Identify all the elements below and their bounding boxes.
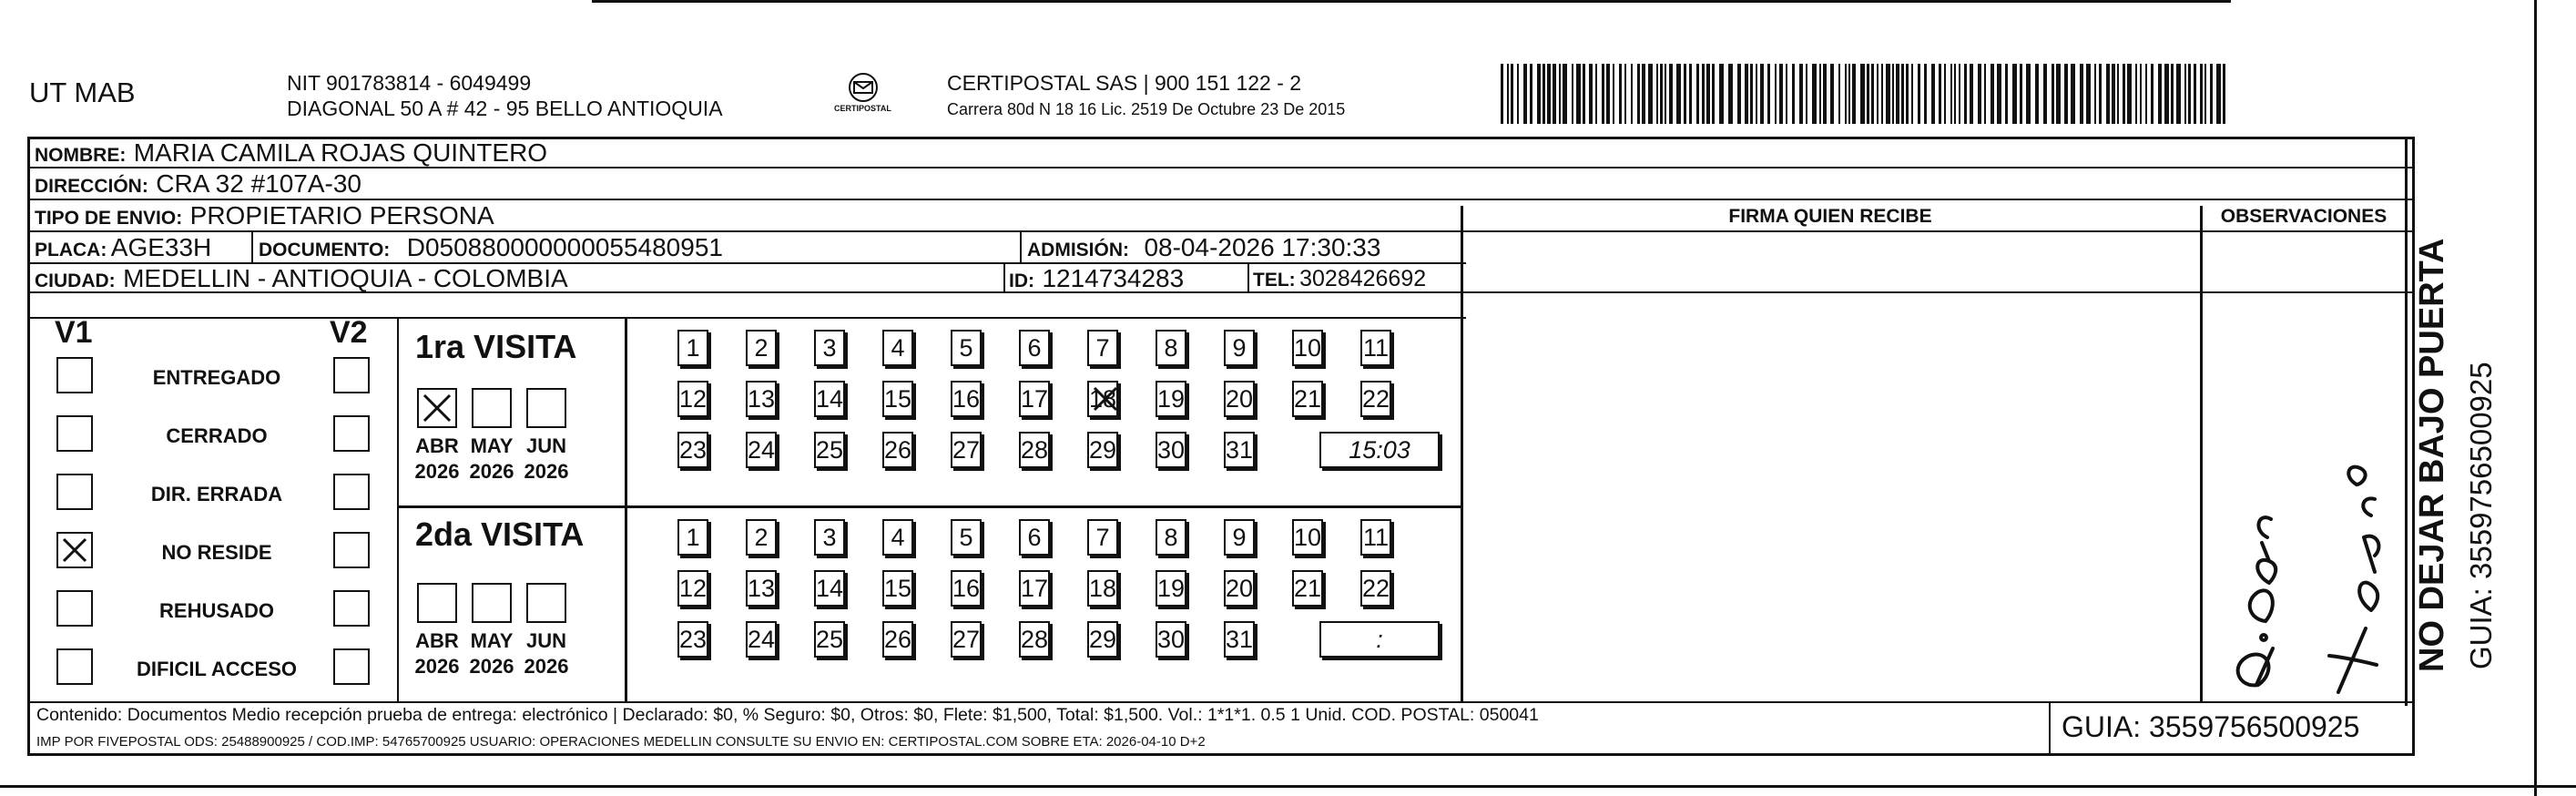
- barcode-bar: [1896, 64, 1899, 124]
- barcode-bar: [1848, 64, 1850, 124]
- barcode-bar: [1779, 64, 1783, 124]
- carrier-address: Carrera 80d N 18 16 Lic. 2519 De Octubre 23 De 2015: [947, 100, 1346, 118]
- barcode-bar: [2158, 64, 2162, 124]
- barcode-bar: [1760, 64, 1764, 124]
- logo-text: CERTIPOSTAL: [834, 104, 891, 113]
- ciudad-value: MEDELLIN - ANTIOQUIA - COLOMBIA: [123, 264, 568, 292]
- handwritten-observation: [2202, 328, 2406, 701]
- barcode-bar: [2056, 64, 2061, 124]
- barcode-bar: [1978, 64, 1981, 124]
- barcode-bar: [1860, 64, 1865, 124]
- barcode-bar: [1606, 64, 1610, 124]
- tel-label: TEL:: [1253, 270, 1296, 291]
- barcode-bar: [1984, 64, 1986, 124]
- barcode-bar: [1737, 64, 1741, 124]
- side-warning: NO DEJAR BAJO PUERTA: [2413, 238, 2451, 672]
- barcode-bar: [2140, 64, 2142, 124]
- barcode-bar: [1823, 64, 1827, 124]
- barcode-bar: [1728, 64, 1733, 124]
- ciudad-row: [35, 264, 568, 293]
- day-box: 30: [1156, 432, 1186, 468]
- top-edge: [592, 0, 2231, 3]
- status-label: REHUSADO: [159, 599, 274, 622]
- barcode-bar: [1886, 64, 1890, 124]
- day-box: 5: [951, 330, 982, 366]
- year-label: 2026: [469, 655, 514, 678]
- barcode-bar: [1637, 64, 1640, 124]
- x-mark-icon: [58, 534, 91, 566]
- barcode-bar: [1954, 64, 1956, 124]
- row-divider: [27, 199, 2415, 200]
- day-box: 28: [1019, 621, 1050, 658]
- barcode-bar: [1576, 64, 1581, 124]
- v1-checkbox: [56, 532, 93, 568]
- day-box: 1: [677, 519, 708, 556]
- barcode-bar: [1619, 64, 1622, 124]
- barcode-bar: [1665, 64, 1666, 124]
- barcode-bar: [1547, 64, 1551, 124]
- barcode-bar: [1517, 64, 1519, 124]
- barcode-bar: [2112, 64, 2115, 124]
- barcode-bar: [2176, 64, 2181, 124]
- barcode-bar: [1624, 64, 1626, 124]
- month-checkbox: [417, 388, 457, 428]
- month-checkbox: [472, 388, 512, 428]
- barcode-bar: [1669, 64, 1673, 124]
- day-box: 19: [1156, 381, 1186, 417]
- barcode-bar: [1537, 64, 1541, 124]
- barcode-bar: [1656, 64, 1658, 124]
- barcode-bar: [1830, 64, 1834, 124]
- day-box: 17: [1019, 381, 1050, 417]
- col-divider-months: [625, 319, 627, 701]
- barcode-bar: [1648, 64, 1653, 124]
- day-box: 14: [814, 381, 845, 417]
- year-label: 2026: [414, 655, 460, 678]
- day-box: 8: [1156, 330, 1186, 366]
- barcode-bar: [1767, 64, 1770, 124]
- row-divider: [27, 701, 2415, 703]
- day-box: 18: [1087, 381, 1118, 417]
- barcode-bar: [2052, 64, 2054, 124]
- day-box: 27: [951, 432, 982, 468]
- year-label: 2026: [524, 655, 569, 678]
- day-box: 13: [746, 570, 777, 607]
- day-box: 31: [1224, 432, 1255, 468]
- placa-value: AGE33H: [110, 233, 212, 261]
- day-box: 3: [814, 519, 845, 556]
- day-box: 12: [677, 570, 708, 607]
- col-divider-tel: [1247, 264, 1249, 291]
- day-box: 6: [1019, 519, 1050, 556]
- barcode-bar: [2106, 64, 2110, 124]
- day-box: 10: [1292, 519, 1323, 556]
- placa-label: PLACA:: [35, 240, 107, 260]
- barcode-bar: [1676, 64, 1681, 124]
- barcode-bar: [2080, 64, 2083, 124]
- year-label: 2026: [414, 460, 460, 483]
- barcode-bar: [1838, 64, 1840, 124]
- barcode-bar: [2188, 64, 2191, 124]
- barcode-bar: [2151, 64, 2153, 124]
- day-box: 9: [1224, 519, 1255, 556]
- row-divider: [27, 230, 2415, 232]
- barcode-bar: [1812, 64, 1817, 124]
- tel-value: 3028426692: [1299, 266, 1427, 291]
- visit2-title: 2da VISITA: [415, 515, 585, 553]
- barcode-bar: [1719, 64, 1724, 124]
- barcode-bar: [1756, 64, 1757, 124]
- barcode-bar: [2194, 64, 2196, 124]
- barcode-bar: [1750, 64, 1753, 124]
- nombre-value: MARIA CAMILA ROJAS QUINTERO: [133, 138, 548, 167]
- year-label: 2026: [469, 460, 514, 483]
- id-label: ID:: [1009, 270, 1034, 291]
- barcode-bar: [1689, 64, 1692, 124]
- v2-checkbox: [333, 532, 370, 568]
- barcode-bar: [1918, 64, 1920, 124]
- barcode-bar: [1613, 64, 1614, 124]
- month-label: JUN: [525, 434, 566, 457]
- barcode-bar: [1911, 64, 1913, 124]
- admision-row: [1027, 233, 1380, 262]
- barcode-bar: [1819, 64, 1821, 124]
- x-mark-icon: [419, 390, 455, 426]
- day-box: 31: [1224, 621, 1255, 658]
- day-box: 6: [1019, 330, 1050, 366]
- barcode-bar: [1523, 64, 1527, 124]
- barcode-bar: [2020, 64, 2022, 124]
- day-box: 22: [1360, 570, 1391, 607]
- barcode-bar: [1877, 64, 1879, 124]
- barcode-bar: [1702, 64, 1705, 124]
- documento-value: D050880000000055480951: [406, 233, 723, 261]
- barcode-bar: [2210, 64, 2213, 124]
- barcode-bar: [1964, 64, 1967, 124]
- observaciones-header: OBSERVACIONES: [2220, 206, 2388, 227]
- month-label: ABR: [415, 434, 459, 457]
- day-box: 9: [1224, 330, 1255, 366]
- barcode-bar: [1970, 64, 1973, 124]
- barcode-bar: [2135, 64, 2137, 124]
- tipo-label: TIPO DE ENVIO:: [35, 208, 183, 229]
- direccion-label: DIRECCIÓN:: [35, 176, 148, 197]
- v2-label: V2: [330, 315, 368, 350]
- placa-row: [35, 233, 211, 262]
- day-box: 5: [951, 519, 982, 556]
- day-box: 28: [1019, 432, 1050, 468]
- direccion-value: CRA 32 #107A-30: [156, 169, 362, 198]
- tel-row: [1253, 266, 1426, 292]
- barcode-bar: [1530, 64, 1532, 124]
- month-label: MAY: [470, 434, 514, 457]
- col-divider-status: [397, 319, 399, 701]
- barcode-bar: [1959, 64, 1960, 124]
- day-box: 7: [1087, 519, 1118, 556]
- barcode-bar: [1642, 64, 1645, 124]
- barcode-bar: [1553, 64, 1556, 124]
- barcode-bar: [1745, 64, 1748, 124]
- footer-guia-divider: [2049, 701, 2051, 756]
- documento-row: [259, 233, 723, 262]
- day-box: 20: [1224, 381, 1255, 417]
- day-box: 8: [1156, 519, 1186, 556]
- admision-label: ADMISIÓN:: [1027, 240, 1129, 260]
- year-label: 2026: [524, 460, 569, 483]
- barcode-bar: [1712, 64, 1715, 124]
- month-checkbox: [526, 388, 566, 428]
- barcode-bar: [1924, 64, 1927, 124]
- barcode-bar: [1595, 64, 1597, 124]
- day-box: 21: [1292, 570, 1323, 607]
- id-value: 1214734283: [1042, 264, 1185, 292]
- barcode-bar: [2123, 64, 2125, 124]
- right-edge: [2534, 0, 2537, 796]
- barcode-bar: [2005, 64, 2008, 124]
- barcode-bar: [1507, 64, 1509, 124]
- day-box: 26: [882, 432, 913, 468]
- barcode-bar: [1799, 64, 1803, 124]
- ciudad-label: CIUDAD:: [35, 270, 116, 291]
- day-box: 11: [1360, 519, 1391, 556]
- barcode-bar: [2127, 64, 2132, 124]
- barcode-bar: [2086, 64, 2091, 124]
- row-divider-visits: [397, 505, 1462, 508]
- day-box: 2: [746, 519, 777, 556]
- v2-checkbox: [333, 648, 370, 685]
- day-box: 24: [746, 621, 777, 658]
- nombre-label: NOMBRE:: [35, 145, 127, 166]
- barcode-bar: [1559, 64, 1561, 124]
- day-box: 29: [1087, 621, 1118, 658]
- status-label: DIFICIL ACCESO: [136, 658, 297, 680]
- id-row: [1009, 264, 1184, 293]
- day-box: 25: [814, 432, 845, 468]
- v1-checkbox: [56, 357, 93, 393]
- barcode-bar: [1906, 64, 1909, 124]
- day-box: 20: [1224, 570, 1255, 607]
- v1-checkbox: [56, 590, 93, 627]
- day-box: 23: [677, 432, 708, 468]
- col-divider-admision: [1020, 232, 1022, 263]
- barcode-bar: [1852, 64, 1856, 124]
- barcode-bar: [1563, 64, 1567, 124]
- carrier-name: CERTIPOSTAL SAS | 900 151 122 - 2: [947, 71, 1302, 95]
- barcode-bar: [1706, 64, 1710, 124]
- month-checkbox: [526, 583, 566, 623]
- day-box: 24: [746, 432, 777, 468]
- barcode-bar: [2216, 64, 2221, 124]
- barcode-bar: [1660, 64, 1663, 124]
- status-label: NO RESIDE: [161, 541, 272, 564]
- day-box: 30: [1156, 621, 1186, 658]
- admision-value: 08-04-2026 17:30:33: [1144, 233, 1381, 261]
- month-label: JUN: [525, 629, 566, 652]
- visit1-title: 1ra VISITA: [415, 328, 577, 365]
- barcode-bar: [1867, 64, 1869, 124]
- visit1-time: 15:03: [1319, 432, 1440, 468]
- barcode-bar: [1845, 64, 1847, 124]
- barcode-bar: [1696, 64, 1699, 124]
- tipo-value: PROPIETARIO PERSONA: [189, 201, 494, 230]
- barcode-bar: [2043, 64, 2047, 124]
- day-box: 16: [951, 381, 982, 417]
- barcode-bar: [1871, 64, 1874, 124]
- day-box: 22: [1360, 381, 1391, 417]
- barcode-bar: [1931, 64, 1935, 124]
- company-name: UT MAB: [29, 77, 136, 108]
- status-label: CERRADO: [166, 424, 268, 447]
- barcode-bar: [2200, 64, 2203, 124]
- status-label: ENTREGADO: [152, 366, 281, 389]
- barcode: [1501, 64, 2229, 126]
- barcode-bar: [2094, 64, 2096, 124]
- company-address: DIAGONAL 50 A # 42 - 95 BELLO ANTIOQUIA: [287, 97, 723, 120]
- barcode-bar: [1881, 64, 1883, 124]
- row-divider: [27, 317, 1466, 319]
- barcode-bar: [2171, 64, 2174, 124]
- barcode-bar: [2064, 64, 2068, 124]
- visit2-time: :: [1319, 621, 1440, 658]
- barcode-bar: [1501, 64, 1503, 124]
- bottom-edge: [0, 785, 2576, 788]
- barcode-bar: [1583, 64, 1585, 124]
- barcode-bar: [1944, 64, 1946, 124]
- col-divider-id: [1003, 264, 1005, 291]
- day-box: 19: [1156, 570, 1186, 607]
- v2-checkbox: [333, 357, 370, 393]
- barcode-bar: [1543, 64, 1545, 124]
- footer-contents: Contenido: Documentos Medio recepción prueba de entrega: electrónico | Declarado: $0, % Seguro: $0, Otros: $0, Flete: $1,500, Total: $1,500. Vol.: 1*1*1. 0.5 1 Unid. COD. POSTAL: 050041: [36, 705, 1539, 725]
- barcode-bar: [1991, 64, 1994, 124]
- day-box: 11: [1360, 330, 1391, 366]
- barcode-bar: [2184, 64, 2186, 124]
- day-box: 4: [882, 519, 913, 556]
- barcode-bar: [2026, 64, 2031, 124]
- day-box: 15: [882, 381, 913, 417]
- certipostal-logo: [836, 71, 891, 118]
- v2-checkbox: [333, 415, 370, 452]
- tipo-row: [35, 201, 494, 230]
- v1-checkbox: [56, 648, 93, 685]
- day-box: 21: [1292, 381, 1323, 417]
- day-box: 12: [677, 381, 708, 417]
- day-box: 13: [746, 381, 777, 417]
- month-checkbox: [472, 583, 512, 623]
- barcode-bar: [1572, 64, 1573, 124]
- company-nit: NIT 901783814 - 6049499: [287, 71, 532, 95]
- barcode-bar: [2223, 64, 2225, 124]
- col-divider-placa: [251, 232, 253, 263]
- day-box: 4: [882, 330, 913, 366]
- direccion-row: [35, 169, 361, 199]
- day-box: 2: [746, 330, 777, 366]
- day-box: 26: [882, 621, 913, 658]
- day-box: 16: [951, 570, 982, 607]
- barcode-bar: [1511, 64, 1513, 124]
- day-box: 27: [951, 621, 982, 658]
- day-box: 29: [1087, 432, 1118, 468]
- day-box: 23: [677, 621, 708, 658]
- nombre-row: [35, 138, 547, 168]
- barcode-bar: [1775, 64, 1777, 124]
- day-box: 1: [677, 330, 708, 366]
- barcode-bar: [2012, 64, 2017, 124]
- v1-checkbox: [56, 415, 93, 452]
- v2-checkbox: [333, 474, 370, 510]
- status-label: DIR. ERRADA: [150, 483, 283, 505]
- barcode-bar: [1684, 64, 1686, 124]
- day-box: 7: [1087, 330, 1118, 366]
- barcode-bar: [1602, 64, 1604, 124]
- day-box: 18: [1087, 570, 1118, 607]
- v2-checkbox: [333, 590, 370, 627]
- day-box: 14: [814, 570, 845, 607]
- v1-checkbox: [56, 474, 93, 510]
- barcode-bar: [2071, 64, 2075, 124]
- barcode-bar: [1901, 64, 1904, 124]
- month-label: MAY: [470, 629, 514, 652]
- day-box: 10: [1292, 330, 1323, 366]
- barcode-bar: [1939, 64, 1941, 124]
- firma-header: FIRMA QUIEN RECIBE: [1728, 206, 1932, 227]
- day-box: 17: [1019, 570, 1050, 607]
- side-guia: GUIA: 3559756500925: [2464, 362, 2498, 669]
- barcode-bar: [1892, 64, 1894, 124]
- x-mark-icon: [1089, 383, 1122, 415]
- barcode-bar: [1792, 64, 1795, 124]
- barcode-bar: [1589, 64, 1593, 124]
- month-label: ABR: [415, 629, 459, 652]
- barcode-bar: [2164, 64, 2169, 124]
- barcode-bar: [2204, 64, 2206, 124]
- day-box: 25: [814, 621, 845, 658]
- barcode-bar: [2035, 64, 2039, 124]
- footer-imp: IMP POR FIVEPOSTAL ODS: 25488900925 / COD.IMP: 54765700925 USUARIO: OPERACIONES MEDELLIN CONSULTE SU ENVIO EN: CERTIPOSTAL.COM SOBRE ETA: 2026-04-10 D+2: [36, 734, 1206, 750]
- barcode-bar: [1950, 64, 1952, 124]
- barcode-bar: [1997, 64, 2001, 124]
- col-divider-firma: [1461, 206, 1463, 703]
- documento-label: DOCUMENTO:: [259, 240, 391, 260]
- barcode-bar: [2117, 64, 2119, 124]
- day-box: 15: [882, 570, 913, 607]
- barcode-bar: [1786, 64, 1787, 124]
- barcode-bar: [2099, 64, 2102, 124]
- day-box: 3: [814, 330, 845, 366]
- v1-label: V1: [55, 315, 93, 350]
- barcode-bar: [1806, 64, 1807, 124]
- footer-guia: GUIA: 3559756500925: [2062, 710, 2360, 743]
- barcode-bar: [1631, 64, 1633, 124]
- month-checkbox: [417, 583, 457, 623]
- barcode-bar: [2145, 64, 2147, 124]
